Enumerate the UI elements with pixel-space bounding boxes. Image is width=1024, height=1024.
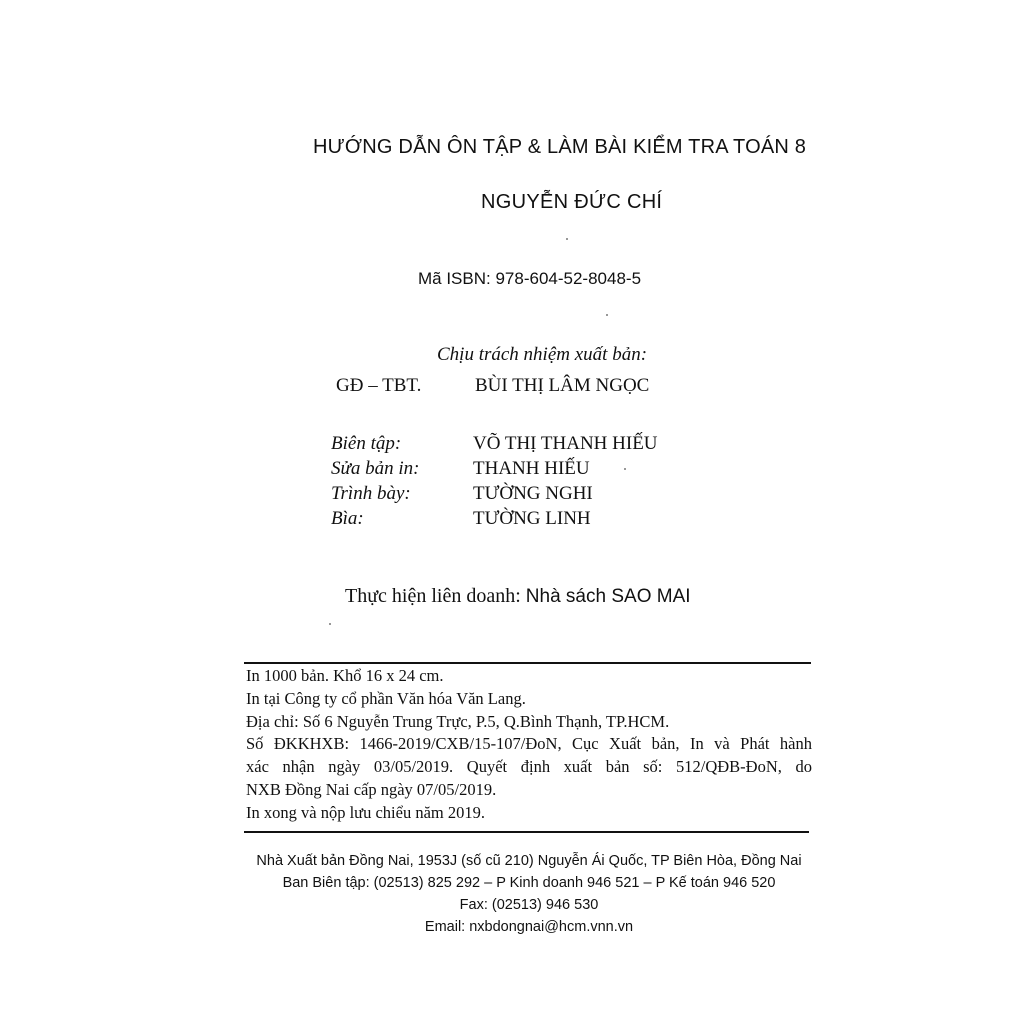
staff-role-proofreader: Sửa bản in: <box>331 458 420 479</box>
responsibility-heading: Chịu trách nhiệm xuất bản: <box>437 344 648 365</box>
staff-name-cover: TƯỜNG LINH <box>473 508 591 529</box>
scan-speck <box>329 623 331 625</box>
staff-name-editor: VÕ THỊ THANH HIẾU <box>473 433 658 454</box>
print-line: xác nhận ngày 03/05/2019. Quyết định xuất bản số: 512/QĐB-ĐoN, do <box>246 757 812 777</box>
print-line: Địa chỉ: Số 6 Nguyễn Trung Trực, P.5, Q.Bình Thạnh, TP.HCM. <box>246 711 670 731</box>
publisher-info <box>246 850 812 938</box>
scan-speck <box>606 314 608 316</box>
publisher-email: Email: nxbdongnai@hcm.vnn.vn <box>424 919 634 935</box>
print-line: In xong và nộp lưu chiểu năm 2019. <box>246 802 485 822</box>
scan-speck <box>566 238 568 240</box>
staff-role-cover: Bìa: <box>331 508 364 529</box>
print-line: In tại Công ty cổ phần Văn hóa Văn Lang. <box>246 688 526 708</box>
divider-top <box>244 662 811 664</box>
print-info <box>246 665 812 825</box>
print-line: Số ĐKKHXB: 1466-2019/CXB/15-107/ĐoN, Cục Xuất bản, In và Phát hành <box>246 734 812 754</box>
publisher-address: Nhà Xuất bản Đồng Nai, 1953J (số cũ 210) Nguyễn Ái Quốc, TP Biên Hòa, Đồng Nai <box>256 853 802 869</box>
publisher-fax: Fax: (02513) 946 530 <box>459 897 599 913</box>
staff-role-layout: Trình bày: <box>331 483 411 504</box>
staff-role-editor: Biên tập: <box>331 433 402 454</box>
joint-venture <box>345 585 691 608</box>
staff-name-proofreader: THANH HIẾU <box>473 458 590 479</box>
book-author: NGUYỄN ĐỨC CHÍ <box>481 191 663 213</box>
scan-speck <box>624 468 626 470</box>
isbn: Mã ISBN: 978-604-52-8048-5 <box>418 269 642 288</box>
print-line: NXB Đồng Nai cấp ngày 07/05/2019. <box>246 779 497 799</box>
divider-bottom <box>244 831 809 833</box>
book-title: HƯỚNG DẪN ÔN TẬP & LÀM BÀI KIỂM TRA TOÁN 8 <box>313 136 807 158</box>
staff-name-layout: TƯỜNG NGHI <box>473 483 593 504</box>
joint-venture-partner: Nhà sách SAO MAI <box>525 586 691 607</box>
director-name: BÙI THỊ LÂM NGỌC <box>475 375 650 396</box>
publisher-phones: Ban Biên tập: (02513) 825 292 – P Kinh doanh 946 521 – P Kế toán 946 520 <box>282 875 776 891</box>
print-line: In 1000 bản. Khổ 16 x 24 cm. <box>246 666 444 685</box>
joint-venture-label: Thực hiện liên doanh: <box>345 585 521 607</box>
director-role: GĐ – TBT. <box>336 375 422 396</box>
